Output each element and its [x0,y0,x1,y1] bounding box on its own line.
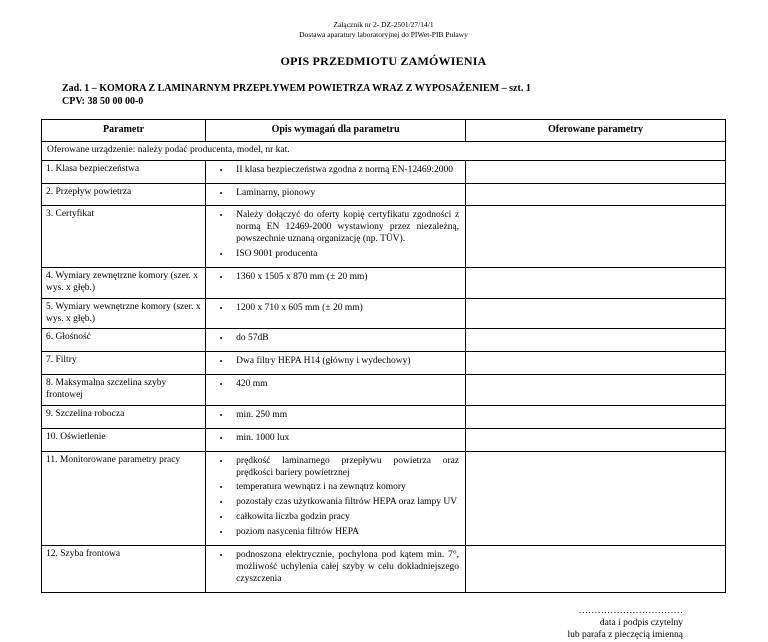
table-row [42,352,726,375]
table-row [42,183,726,206]
offered-parameters-cell [466,405,726,428]
requirement-list [231,210,459,261]
parameter-name-cell: 1. Klasa bezpieczeństwa [42,160,206,183]
cpv-line: CPV: 38 50 00 00-0 [62,95,144,107]
table-header-row [42,120,726,142]
table-row [42,329,726,352]
requirement-list [231,433,459,445]
device-note: Oferowane urządzenie: należy podać producenta, model, nr kat. [42,141,726,160]
column-header-offered: Oferowane parametry [466,120,726,142]
parameter-name-cell: 5. Wymiary wewnętrzne komory (szer. x wys. x głęb.) [42,298,206,329]
offered-parameters-cell [466,160,726,183]
requirements-cell [206,298,466,329]
requirement-bullet: • całkowita liczba godzin pracy [231,512,459,524]
requirements-cell [206,352,466,375]
requirement-bullet: • do 57dB [231,333,459,345]
offered-parameters-cell [466,329,726,352]
requirement-list [231,333,459,345]
requirements-cell [206,267,466,298]
parameter-name-cell: 3. Certyfikat [42,206,206,268]
requirement-bullet: • ISO 9001 producenta [231,249,459,261]
requirement-bullet: • II klasa bezpieczeństwa zgodna z normą EN-12469:2000 [231,165,459,177]
table-row [42,451,726,545]
parameter-name-cell: 11. Monitorowane parametry pracy [42,451,206,545]
requirement-list [231,272,459,284]
requirement-list [231,165,459,177]
requirement-list [231,456,459,539]
offered-parameters-cell [466,352,726,375]
requirement-list [231,550,459,586]
requirement-list [231,303,459,315]
table-row [42,206,726,268]
column-header-requirements: Opis wymagań dla parametru [206,120,466,142]
table-row [42,267,726,298]
requirement-bullet: • poziom nasycenia filtrów HEPA [231,527,459,539]
requirement-list [231,356,459,368]
parameters-table [41,119,726,592]
requirement-bullet: • Dwa filtry HEPA H14 (główny i wydechowy) [231,356,459,368]
requirements-cell [206,183,466,206]
offered-parameters-cell [466,267,726,298]
requirement-bullet: • podnoszona elektrycznie, pochylona pod kątem min. 7°, możliwość uchylenia całej szyby w celu dokładniejszego czyszczenia [231,550,459,586]
offered-parameters-cell [466,428,726,451]
task-line: Zad. 1 – KOMORA Z LAMINARNYM PRZEPŁYWEM POWIETRZA WRAZ Z WYPOSAŻENIEM – szt. 1 [62,83,531,95]
table-row [42,405,726,428]
offered-parameters-cell [466,375,726,406]
table-row [42,375,726,406]
parameter-name-cell: 8. Maksymalna szczelina szyby frontowej [42,375,206,406]
parameter-name-cell: 10. Oświetlenie [42,428,206,451]
table-row [42,545,726,592]
requirement-bullet: • 420 mm [231,379,459,391]
requirements-cell [206,451,466,545]
requirement-list [231,379,459,391]
requirement-bullet: • 1360 x 1505 x 870 mm (± 20 mm) [231,272,459,284]
parameter-name-cell: 9. Szczelina robocza [42,405,206,428]
offered-parameters-cell [466,298,726,329]
task-heading [41,83,726,108]
parameter-name-cell: 4. Wymiary zewnętrzne komory (szer. x wys. x głęb.) [42,267,206,298]
signature-caption-line1: data i podpis czytelny [599,617,683,628]
requirements-cell [206,206,466,268]
requirements-cell [206,545,466,592]
table-row [42,428,726,451]
requirement-bullet: • min. 250 mm [231,410,459,422]
signature-dotted-line: …………………………… [578,605,683,616]
requirements-cell [206,375,466,406]
requirement-list [231,410,459,422]
parameter-name-cell: 12. Szyba frontowa [42,545,206,592]
offered-parameters-cell [466,183,726,206]
requirement-bullet: • temperatura wewnątrz i na zewnątrz komory [231,482,459,494]
requirement-bullet: • prędkość laminarnego przepływu powietrza oraz prędkości bariery powietrznej [231,456,459,480]
parameter-name-cell: 6. Głośność [42,329,206,352]
requirement-bullet: • Laminarny, pionowy [231,188,459,200]
requirements-cell [206,405,466,428]
column-header-parameter: Parametr [42,120,206,142]
requirements-cell [206,329,466,352]
signature-caption-line2: lub parafa z pieczęcią imienną [567,630,683,641]
offered-parameters-cell [466,451,726,545]
table-row [42,160,726,183]
requirement-bullet: • pozostały czas użytkowania filtrów HEPA oraz lampy UV [231,497,459,509]
delivery-reference: Dostawa aparatury laboratoryjnej do PIWet-PIB Puławy [299,30,468,40]
offered-parameters-cell [466,206,726,268]
signature-footer [41,605,726,642]
requirement-bullet: • Należy dołączyć do oferty kopię certyfikatu zgodności z normą EN 12469-2000 wystawiony przez niezależną, powszechnie uznaną organizację (np. TÜV). [231,210,459,246]
page-title: OPIS PRZEDMIOTU ZAMÓWIENIA [280,54,487,69]
parameter-name-cell: 2. Przepływ powietrza [42,183,206,206]
document-header [41,20,726,40]
requirement-list [231,188,459,200]
requirements-cell [206,160,466,183]
parameter-name-cell: 7. Filtry [42,352,206,375]
requirement-bullet: • 1200 x 710 x 605 mm (± 20 mm) [231,303,459,315]
requirement-bullet: • min. 1000 lux [231,433,459,445]
offered-parameters-cell [466,545,726,592]
attachment-reference: Załącznik nr 2- DZ-2501/27/14/1 [333,20,434,29]
device-note-row [42,141,726,160]
table-row [42,298,726,329]
requirements-cell [206,428,466,451]
